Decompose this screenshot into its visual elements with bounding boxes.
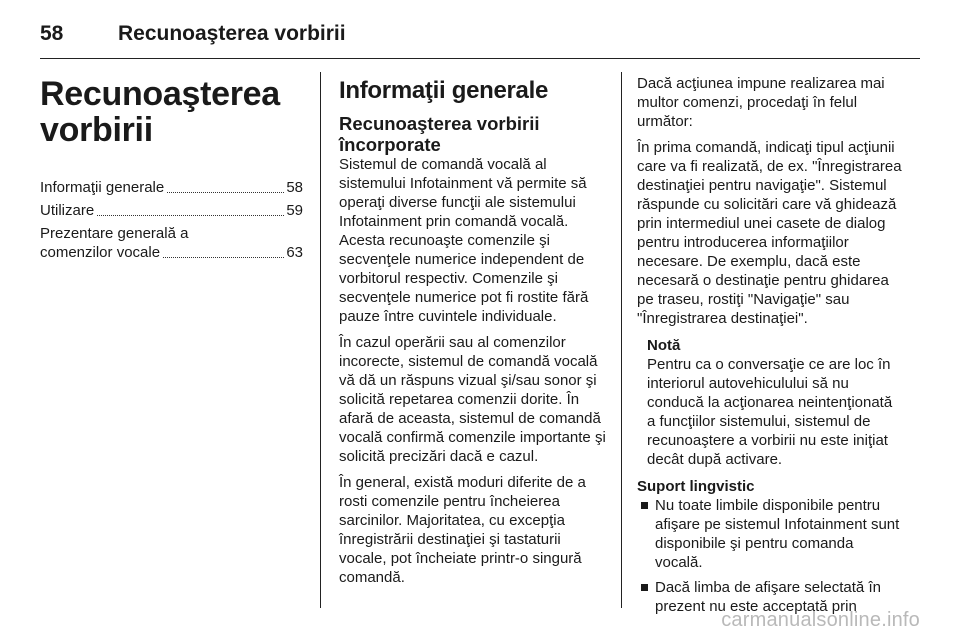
continuation-column: [637, 74, 903, 622]
paragraph: Sistemul de comandă vocală al sistemului Infotainment vă permite să operaţi diverse funcţii ale sistemului Infotainment prin comandă vocală. Acesta recunoaşte comenzile şi secvenţele numerice independent de vorbitorul respectiv. Comenzile şi secvenţele numerice pot fi rostite fără pauze între cuvintele individuale.: [339, 156, 589, 325]
toc-entry[interactable]: Informaţii generale 58: [40, 179, 303, 196]
list-item: Dacă limba de afişare selectată în prezent nu este acceptată prin: [637, 578, 903, 616]
toc-entry[interactable]: Utilizare 59: [40, 202, 303, 219]
note-box: [647, 336, 903, 469]
running-title: Recunoaşterea vorbirii: [118, 22, 346, 45]
support-heading: Suport lingvistic: [637, 478, 755, 495]
column-divider-left: [320, 72, 321, 608]
paragraph: În general, există moduri diferite de a rosti comenzile pentru încheierea sarcinilor. Majoritatea, cu excepţia înregistrării destinaţiei şi tastaturii vocale, pot încheiate printr-o singură comandă.: [339, 474, 586, 586]
support-list: [637, 496, 903, 616]
note-title: Notă: [647, 337, 681, 354]
paragraph: Dacă acţiunea impune realizarea mai multor comenzi, procedaţi în felul următor:: [637, 75, 885, 130]
watermark: carmanualsonline.info: [721, 609, 920, 631]
note-text: Pentru ca o conversaţie ce are loc în interiorul autovehiculului să nu conducă la acţionarea neintenţionată a funcţiilor sistemului, sistemul de recunoaştere a vorbirii nu este iniţiat decât după activare.: [647, 356, 893, 468]
header-rule: [40, 58, 920, 59]
subsection-heading: Recunoaşterea vorbirii încorporate: [339, 113, 540, 155]
section-column: [339, 74, 606, 594]
column-divider-right: [621, 72, 622, 608]
toc-entry[interactable]: Prezentare generală a comenzilor vocale 63: [40, 225, 303, 261]
chapter-title: Recunoaşterea vorbirii: [40, 75, 280, 149]
page-header: [40, 14, 920, 54]
paragraph: În prima comandă, indicaţi tipul acţiunii care va fi realizată, de ex. "Înregistrarea destinaţiei pentru navigaţie". Sistemul răspunde cu solicitări care vă ghidează prin intermediul unei casete de dialog pentru introducerea informaţiilor necesare. De exemplu, dacă este necesară o destinaţie pentru ghidarea pe traseu, rostiţi "Navigaţie" sau "Înregistrarea destinaţiei".: [637, 139, 902, 327]
section-heading: Informaţii generale: [339, 77, 549, 104]
table-of-contents: [40, 178, 303, 262]
paragraph: În cazul operării sau al comenzilor incorecte, sistemul de comandă vocală vă dă un răspuns vizual şi/sau sonor şi solicită repetarea comenzii dorite. În afară de aceasta, sistemul de comandă vocală confirmă comenzile importante şi solicită precizări dacă e cazul.: [339, 334, 606, 465]
list-item: Nu toate limbile disponibile pentru afişare pe sistemul Infotainment sunt disponibile şi pentru comanda vocală.: [637, 496, 903, 572]
chapter-column: [40, 74, 303, 266]
page-number: 58: [40, 22, 64, 45]
